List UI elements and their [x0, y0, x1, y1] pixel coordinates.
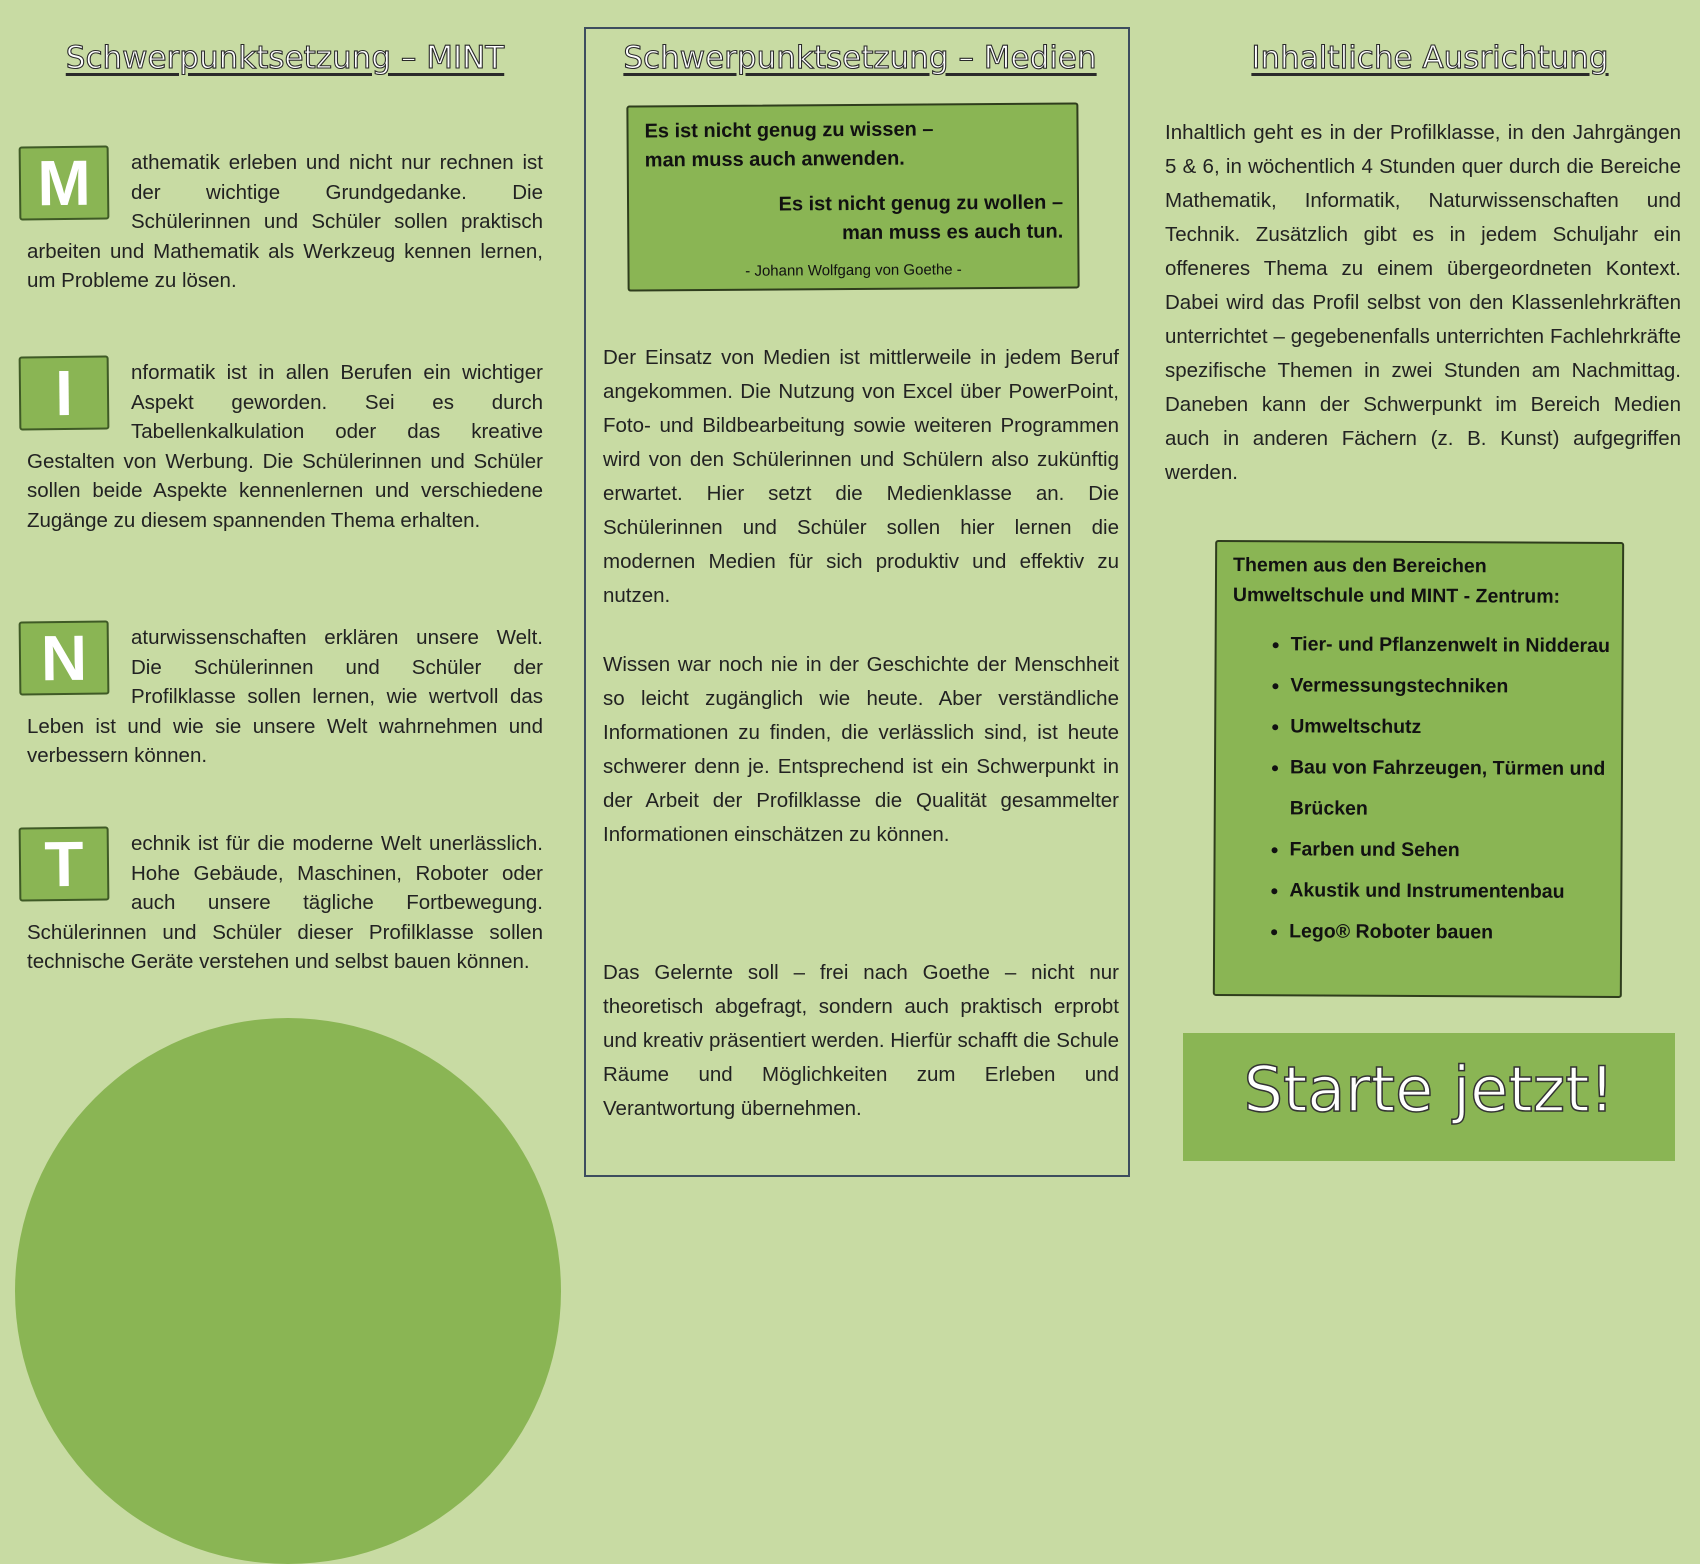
goethe-quote-box [626, 102, 1079, 291]
initial-n: N [19, 621, 110, 696]
themes-title: Themen aus den Bereichen Umweltschule und MINT - Zentrum: [1232, 554, 1561, 608]
paragraph-naturwissenschaften [27, 623, 543, 771]
quote-line: man muss auch anwenden. [644, 147, 905, 172]
list-item: • Lego® Roboter bauen [1289, 911, 1610, 954]
decorative-circle [15, 1018, 561, 1564]
paragraph-text: echnik ist für die moderne Welt unerlässlich. Hohe Gebäude, Maschinen, Roboter oder auch unsere tägliche Fortbewegung. Schülerinnen und Schüler dieser Profilklasse sollen technische Geräte verstehen und selbst bauen können. [27, 832, 543, 973]
media-heading: Schwerpunktsetzung – Medien [623, 40, 1097, 76]
list-item: • Umweltschutz [1290, 706, 1611, 749]
content-heading: Inhaltliche Ausrichtung [1251, 40, 1609, 76]
quote-author: - Johann Wolfgang von Goethe - [745, 261, 962, 280]
paragraph-text: nformatik ist in allen Berufen ein wichtiger Aspekt geworden. Sei es durch Tabellenkalkulation oder das kreative Gestalten von Werbung. Die Schülerinnen und Schüler sollen beide Aspekte kennenlernen und verschiedene Zugänge zu diesem spannenden Thema erhalten. [27, 361, 543, 532]
paragraph-informatik [27, 358, 543, 535]
quote-line: man muss es auch tun. [842, 220, 1064, 245]
quote-part-1 [644, 115, 933, 175]
start-now-banner [1183, 1033, 1675, 1161]
paragraph-text: athematik erleben und nicht nur rechnen ist der wichtige Grundgedanke. Die Schülerinnen und Schüler sollen praktisch arbeiten und Mathematik als Werkzeug kennen lernen, um Probleme zu lösen. [27, 151, 543, 292]
start-now-text: Starte jetzt! [1243, 1053, 1615, 1126]
media-paragraph-3: Das Gelernte soll – frei nach Goethe – nicht nur theoretisch abgefragt, sondern auch praktisch erprobt und kreativ präsentiert werden. Hierfür schafft die Schule Räume und Möglichkeiten zum Erleben und Verantwortung übernehmen. [603, 961, 1119, 1120]
list-item: • Vermessungstechniken [1290, 665, 1611, 708]
quote-line: Es ist nicht genug zu wissen – [644, 118, 934, 143]
themes-box [1213, 540, 1624, 998]
list-item: • Bau von Fahrzeugen, Türmen und Brücken [1290, 747, 1611, 831]
mint-heading: Schwerpunktsetzung – MINT [65, 40, 505, 76]
list-item: • Akustik und Instrumentenbau [1289, 870, 1610, 913]
list-item: • Tier- und Pflanzenwelt in Nidderau [1291, 624, 1612, 667]
paragraph-mathematik [27, 148, 543, 296]
paragraph-technik [27, 829, 543, 977]
media-paragraph-1: Der Einsatz von Medien ist mittlerweile in jedem Beruf angekommen. Die Nutzung von Excel über PowerPoint, Foto- und Bildbearbeitung sowie weiteren Programmen wird von den Schülerinnen und Schülern also zukünftig erwartet. Hier setzt die Medienklasse an. Die Schülerinnen und Schüler sollen hier lernen die modernen Medien für sich produktiv und effektiv zu nutzen. [603, 346, 1119, 607]
media-paragraph-2: Wissen war noch nie in der Geschichte der Menschheit so leicht zugänglich wie heute. Aber verständliche Informationen zu finden, die verlässlich sind, ist heute schwerer denn je. Entsprechend ist ein Schwerpunkt in der Arbeit der Profilklasse die Qualität gesammelter Informationen einschätzen zu können. [603, 653, 1119, 846]
content-paragraph: Inhaltlich geht es in der Profilklasse, in den Jahrgängen 5 & 6, in wöchentlich 4 Stunden quer durch die Bereiche Mathematik, Informatik, Naturwissenschaften und Technik. Zusätzlich gibt es in jedem Schuljahr ein offeneres Thema zu einem übergeordneten Kontext. Dabei wird das Profil selbst von den Klassenlehrkräften unterrichtet – gegebenenfalls unterrichten Fachlehrkräfte spezifische Themen in zwei Stunden am Nachmittag. Daneben kann der Schwerpunkt im Bereich Medien auch in anderen Fächern (z. B. Kunst) aufgegriffen werden. [1165, 121, 1681, 484]
initial-i: I [19, 356, 110, 431]
initial-m: M [19, 146, 110, 221]
quote-part-2 [778, 189, 1063, 249]
quote-line: Es ist nicht genug zu wollen – [778, 191, 1064, 216]
themes-list [1215, 624, 1622, 954]
paragraph-text: aturwissenschaften erklären unsere Welt. Die Schülerinnen und Schüler der Profilklasse sollen lernen, wie wertvoll das Leben ist und wie sie unsere Welt wahrnehmen und verbessern können. [27, 626, 543, 767]
initial-t: T [19, 827, 110, 902]
list-item: • Farben und Sehen [1289, 829, 1610, 872]
